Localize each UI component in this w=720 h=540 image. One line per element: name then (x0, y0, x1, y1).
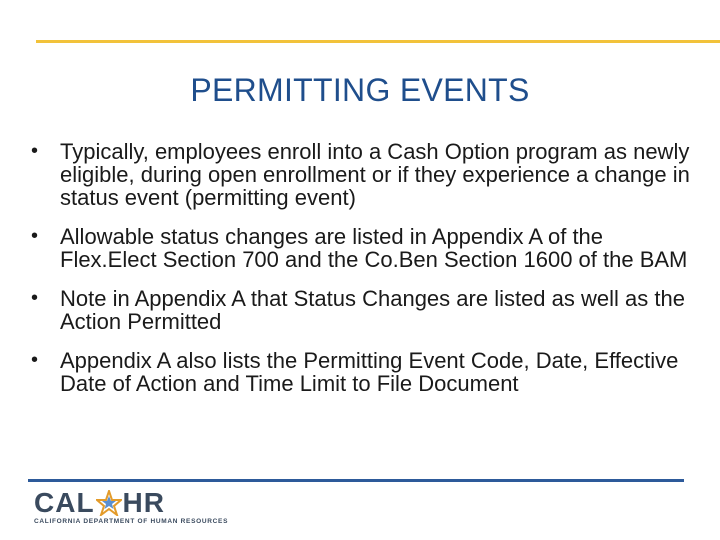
calhr-logo (34, 488, 254, 528)
logo-text-hr: HR (122, 487, 165, 518)
bullet-marker: • (31, 287, 39, 309)
slide-title: PERMITTING EVENTS (190, 72, 530, 108)
bullet-text: Note in Appendix A that Status Changes are listed as well as the Action Permitted (60, 286, 685, 334)
bullet-item (28, 349, 698, 395)
bullet-list (28, 140, 698, 411)
logo-wordmark (34, 488, 165, 518)
bullet-item (28, 225, 698, 271)
bullet-marker: • (31, 140, 39, 162)
top-accent-rule (36, 40, 720, 43)
logo-tagline: CALIFORNIA DEPARTMENT OF HUMAN RESOURCES (34, 518, 229, 525)
bullet-marker: • (31, 225, 39, 247)
bottom-accent-rule (28, 479, 684, 482)
bullet-marker: • (31, 349, 39, 371)
bullet-text: Typically, employees enroll into a Cash Option program as newly eligible, during open enrollment or if they experience a change in status event (permitting event) (60, 139, 690, 210)
bullet-text: Appendix A also lists the Permitting Event Code, Date, Effective Date of Action and Time Limit to File Document (60, 348, 679, 396)
bullet-item (28, 140, 698, 209)
star-icon (96, 490, 122, 516)
logo-text-cal: CAL (34, 487, 95, 518)
bullet-text: Allowable status changes are listed in Appendix A of the Flex.Elect Section 700 and the Co.Ben Section 1600 of the BAM (60, 224, 688, 272)
bullet-item (28, 287, 698, 333)
